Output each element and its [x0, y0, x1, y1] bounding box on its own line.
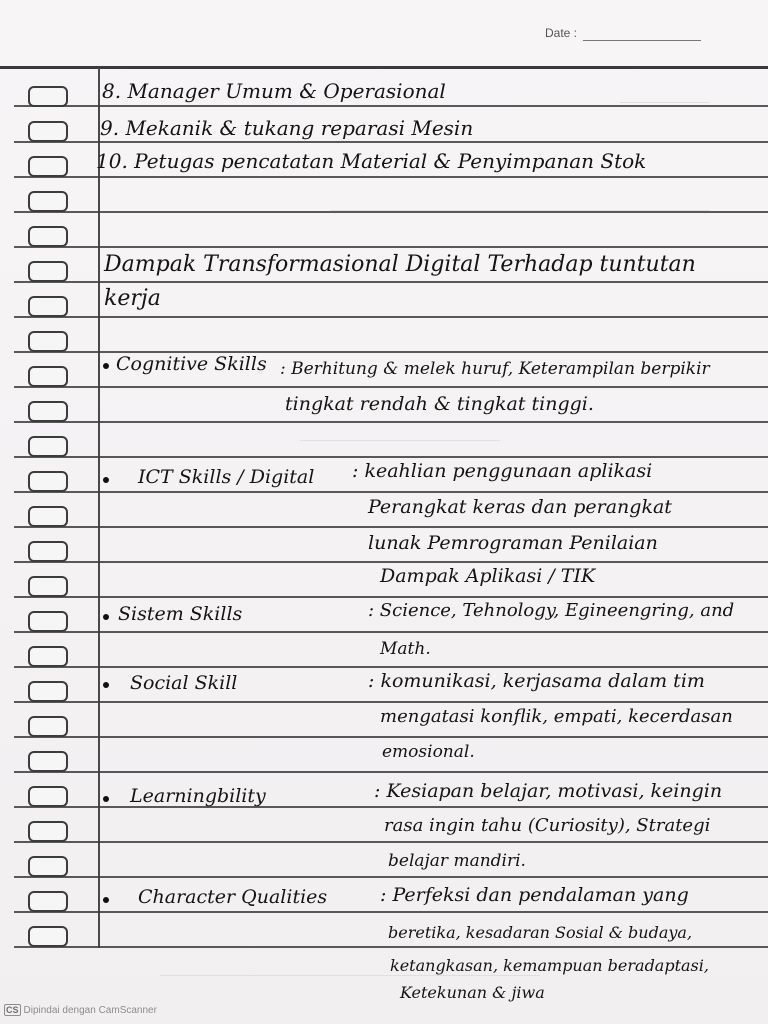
rule-line	[14, 421, 768, 423]
skill-social-label: Social Skill	[130, 672, 238, 694]
skill-ict-label: ICT Skills / Digital	[138, 466, 315, 488]
binder-hole	[28, 576, 68, 597]
margin-line	[98, 68, 100, 948]
rule-line	[14, 631, 768, 633]
bleed-through-mark	[300, 430, 500, 441]
date-underline	[583, 40, 701, 41]
skill-social-desc-cont: mengatasi konflik, empati, kecerdasan	[380, 706, 733, 727]
binder-hole	[28, 436, 68, 457]
rule-line	[14, 526, 768, 528]
skill-cognitive-label: Cognitive Skills	[116, 353, 267, 375]
rule-line	[14, 841, 768, 843]
skill-ict-desc-cont: Dampak Aplikasi / TIK	[380, 565, 596, 587]
skill-learnability-label: Learningbility	[130, 785, 266, 807]
date-label: Date :	[545, 26, 578, 40]
binder-hole	[28, 681, 68, 702]
skill-social-desc: : komunikasi, kerjasama dalam tim	[368, 670, 705, 692]
skill-ict-desc-cont: lunak Pemrograman Penilaian	[368, 532, 658, 554]
binder-hole	[28, 261, 68, 282]
rule-line	[14, 736, 768, 738]
rule-line	[14, 666, 768, 668]
binder-hole	[28, 541, 68, 562]
rule-line	[14, 281, 768, 283]
scanner-watermark	[4, 1004, 157, 1016]
bullet	[103, 363, 109, 369]
bullet	[103, 614, 109, 620]
rule-line	[14, 456, 768, 458]
skill-ict-desc: : keahlian penggunaan aplikasi	[352, 460, 653, 482]
rule-line	[14, 911, 768, 913]
bullet	[103, 796, 109, 802]
rule-line	[14, 946, 768, 948]
camscanner-icon: CS	[6, 1005, 19, 1015]
list-item-9: 9. Mekanik & tukang reparasi Mesin	[100, 116, 474, 140]
scanner-watermark-text: Dipindai dengan CamScanner	[23, 1005, 157, 1016]
top-rule	[0, 66, 768, 69]
rule-line	[14, 596, 768, 598]
binder-hole	[28, 611, 68, 632]
list-item-10: 10. Petugas pencatatan Material & Penyimpanan Stok	[96, 149, 647, 173]
skill-system-desc: : Science, Tehnology, Egineengring, and	[368, 600, 735, 621]
rule-line	[14, 141, 768, 143]
binder-hole	[28, 331, 68, 352]
skill-learnability-desc: : Kesiapan belajar, motivasi, keingin	[374, 780, 723, 802]
list-item-8: 8. Manager Umum & Operasional	[102, 79, 446, 103]
binder-hole	[28, 191, 68, 212]
skill-cognitive-desc: : Berhitung & melek huruf, Keterampilan berpikir	[280, 359, 710, 379]
bullet	[103, 897, 109, 903]
rule-line	[14, 316, 768, 318]
bullet	[103, 682, 109, 688]
rule-line	[14, 701, 768, 703]
skill-learnability-desc-cont: belajar mandiri.	[388, 851, 526, 871]
rule-line	[14, 771, 768, 773]
binder-hole	[28, 366, 68, 387]
binder-hole	[28, 751, 68, 772]
skill-character-desc-cont: beretika, kesadaran Sosial & budaya,	[388, 923, 693, 942]
binder-hole	[28, 646, 68, 667]
rule-line	[14, 806, 768, 808]
skill-character-desc: : Perfeksi dan pendalaman yang	[380, 884, 689, 906]
section-heading: Dampak Transformasional Digital Terhadap tuntutan	[104, 252, 696, 277]
skill-ict-desc-cont: Perangkat keras dan perangkat	[368, 496, 672, 518]
rule-line	[14, 246, 768, 248]
bullet	[103, 477, 109, 483]
binder-hole	[28, 716, 68, 737]
rule-line	[14, 211, 768, 213]
binder-hole	[28, 401, 68, 422]
skill-system-label: Sistem Skills	[118, 603, 243, 625]
rule-line	[14, 386, 768, 388]
skill-cognitive-desc-cont: tingkat rendah & tingkat tinggi.	[285, 393, 594, 415]
rule-line	[14, 105, 768, 107]
skill-system-desc-cont: Math.	[380, 639, 431, 659]
binder-hole	[28, 821, 68, 842]
rule-line	[14, 561, 768, 563]
bleed-through-mark	[620, 92, 710, 103]
skill-character-label: Character Qualities	[138, 886, 328, 908]
rule-line	[14, 876, 768, 878]
binder-hole	[28, 471, 68, 492]
binder-hole	[28, 856, 68, 877]
skill-learnability-desc-cont: rasa ingin tahu (Curiosity), Strategi	[384, 815, 711, 836]
skill-character-desc-cont: Ketekunan & jiwa	[400, 983, 545, 1002]
binder-hole	[28, 226, 68, 247]
skill-social-desc-cont: emosional.	[382, 742, 475, 762]
binder-hole	[28, 891, 68, 912]
rule-line	[14, 176, 768, 178]
section-heading-cont: kerja	[104, 286, 161, 311]
binder-hole	[28, 121, 68, 142]
binder-hole	[28, 786, 68, 807]
binder-hole	[28, 156, 68, 177]
skill-character-desc-cont: ketangkasan, kemampuan beradaptasi,	[390, 956, 709, 975]
bleed-through-mark	[330, 200, 710, 211]
rule-line	[14, 491, 768, 493]
binder-hole	[28, 926, 68, 947]
binder-hole	[28, 86, 68, 107]
binder-hole	[28, 506, 68, 527]
binder-hole	[28, 296, 68, 317]
